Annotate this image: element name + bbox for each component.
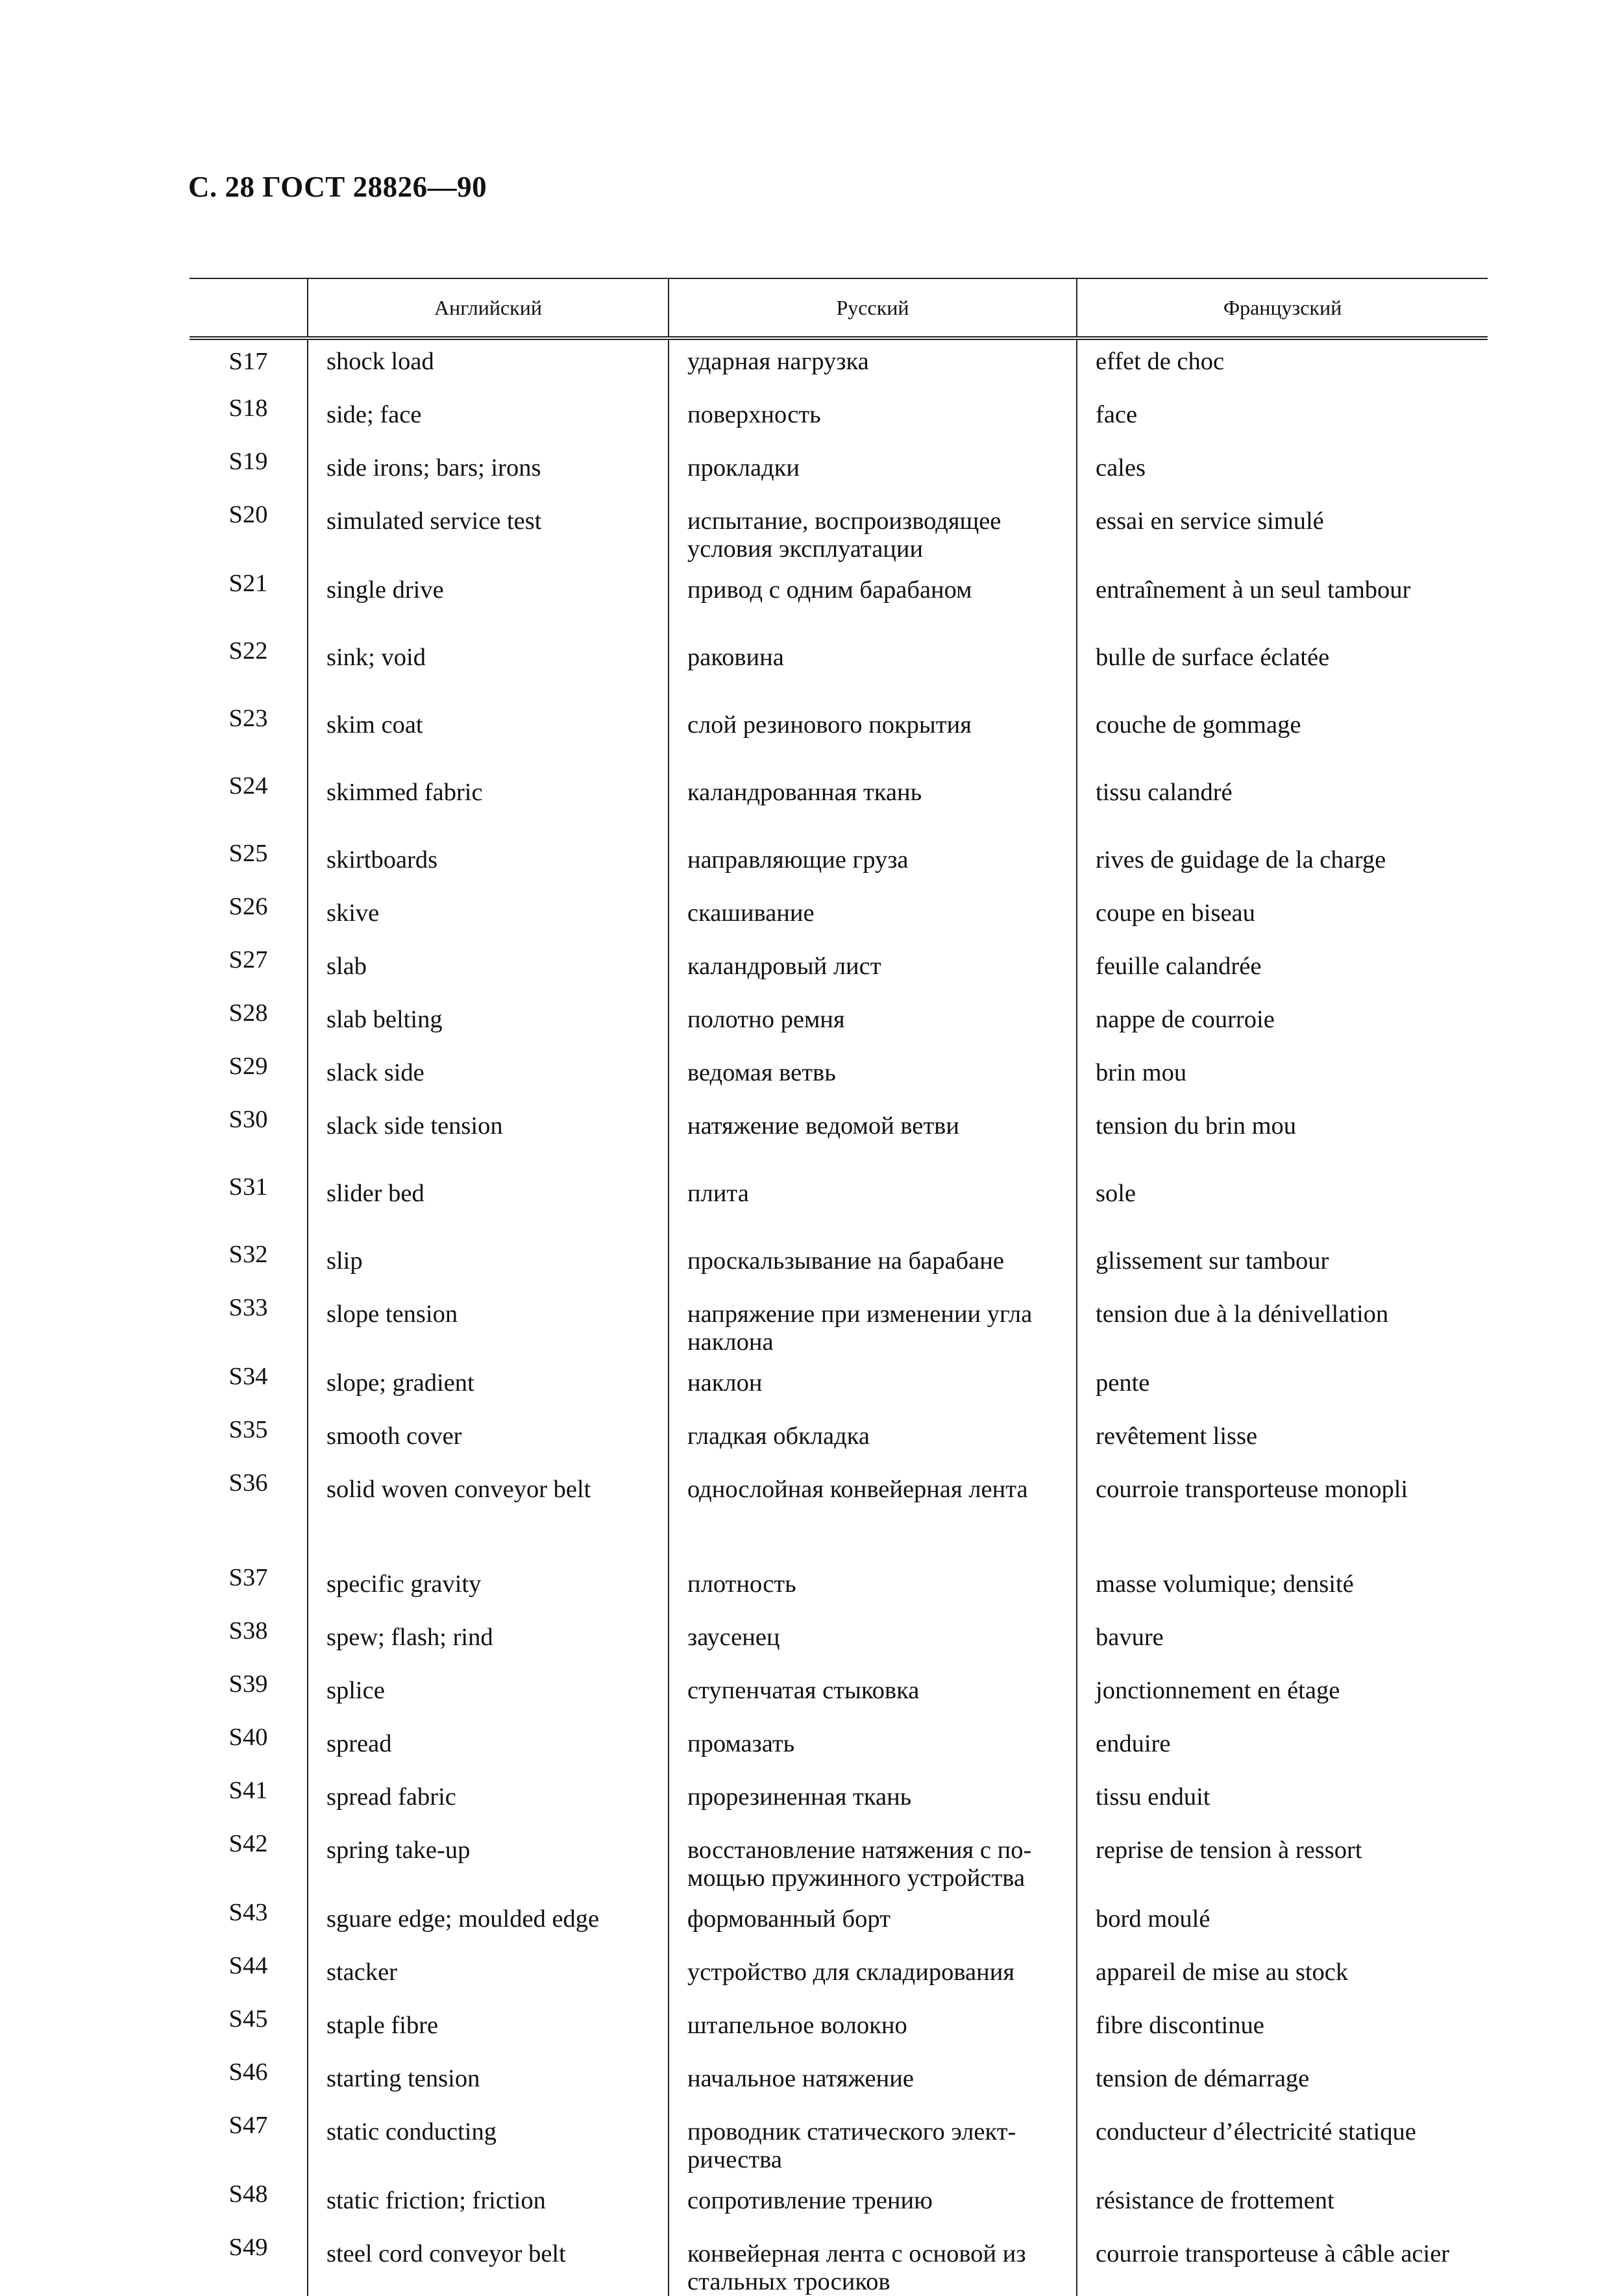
table-row: [190, 501, 1488, 570]
term-russian: восстановление натяжения с по-мощью пружинного устройства: [669, 1830, 1077, 1899]
term-russian: начальное натяжение: [669, 2058, 1077, 2112]
term-russian: заусенец: [669, 1617, 1077, 1670]
term-code: S18: [228, 395, 268, 422]
term-russian: направляющие груза: [669, 840, 1077, 893]
term-french: feuille calandrée: [1077, 946, 1488, 999]
table-row: [190, 1830, 1488, 1899]
term-code: S32: [228, 1241, 268, 1268]
term-english: slip: [308, 1241, 669, 1294]
term-code: S30: [228, 1106, 268, 1133]
term-french: résistance de frottement: [1077, 2180, 1488, 2234]
term-english: single drive: [308, 570, 669, 637]
table-row: [190, 946, 1488, 999]
term-english: slope; gradient: [308, 1363, 669, 1416]
term-russian: ударная нагрузка: [669, 338, 1077, 395]
table-row: [190, 1564, 1488, 1617]
term-russian: испытание, воспроизводящее условия эксплуатации: [669, 501, 1077, 570]
term-english: skive: [308, 893, 669, 946]
term-code: S45: [228, 2005, 268, 2033]
term-code: S42: [228, 1830, 268, 1857]
glossary-table: [190, 278, 1488, 2296]
term-russian: натяжение ведомой ветви: [669, 1106, 1077, 1173]
term-french: glissement sur tambour: [1077, 1241, 1488, 1294]
term-english: stacker: [308, 1952, 669, 2005]
table-row: [190, 1106, 1488, 1173]
term-french: revêtement lisse: [1077, 1416, 1488, 1469]
table-row: [190, 1724, 1488, 1777]
term-russian: прорезиненная ткань: [669, 1777, 1077, 1830]
term-russian: сопротивление трению: [669, 2180, 1077, 2234]
term-code: S26: [228, 893, 268, 920]
term-french: tissu calandré: [1077, 772, 1488, 840]
term-french: sole: [1077, 1173, 1488, 1241]
term-russian: конвейерная лента с основой из стальных тросиков: [669, 2234, 1077, 2296]
term-english: shock load: [308, 338, 669, 395]
table-row: [190, 893, 1488, 946]
term-code: S38: [228, 1617, 268, 1644]
term-english: splice: [308, 1670, 669, 1724]
table-row: [190, 1670, 1488, 1724]
term-code: S36: [228, 1469, 268, 1496]
table-row: [190, 1241, 1488, 1294]
term-code: S40: [228, 1724, 268, 1751]
term-english: specific gravity: [308, 1564, 669, 1617]
term-russian: слой резинового покрытия: [669, 705, 1077, 772]
term-code: S28: [228, 999, 268, 1027]
term-french: entraînement à un seul tambour: [1077, 570, 1488, 637]
term-russian: раковина: [669, 637, 1077, 705]
term-russian: плита: [669, 1173, 1077, 1241]
term-english: slab: [308, 946, 669, 999]
table-row: [190, 570, 1488, 637]
term-code: S43: [228, 1899, 268, 1926]
table-row: [190, 637, 1488, 705]
table-row: [190, 705, 1488, 772]
table-row: [190, 1363, 1488, 1416]
table-row: [190, 338, 1488, 395]
table-row: [190, 1617, 1488, 1670]
table-row: [190, 1952, 1488, 2005]
term-french: jonctionnement en étage: [1077, 1670, 1488, 1724]
term-code: S17: [228, 348, 268, 375]
term-code: S49: [228, 2234, 268, 2261]
term-english: skim coat: [308, 705, 669, 772]
term-french: nappe de courroie: [1077, 999, 1488, 1053]
term-russian: привод с одним барабаном: [669, 570, 1077, 637]
term-english: side irons; bars; irons: [308, 448, 669, 501]
term-russian: каландровый лист: [669, 946, 1077, 999]
term-code: S25: [228, 840, 268, 867]
term-english: skirtboards: [308, 840, 669, 893]
table-row: [190, 1416, 1488, 1469]
term-french: essai en service simulé: [1077, 501, 1488, 570]
term-english: spread fabric: [308, 1777, 669, 1830]
term-english: solid woven conveyor belt: [308, 1469, 669, 1564]
term-english: skimmed fabric: [308, 772, 669, 840]
table-row: [190, 1173, 1488, 1241]
term-french: tension de démarrage: [1077, 2058, 1488, 2112]
term-code: S48: [228, 2180, 268, 2208]
term-french: tension due à la dénivellation: [1077, 1294, 1488, 1363]
term-russian: штапельное волокно: [669, 2005, 1077, 2058]
term-english: slack side tension: [308, 1106, 669, 1173]
term-russian: наклон: [669, 1363, 1077, 1416]
term-russian: проводник статического элект-ричества: [669, 2112, 1077, 2180]
table-row: [190, 772, 1488, 840]
table-row: [190, 1294, 1488, 1363]
term-code: S24: [228, 772, 268, 800]
column-header-english: Английский: [308, 278, 669, 338]
term-french: pente: [1077, 1363, 1488, 1416]
table-header: [190, 278, 1488, 338]
term-russian: устройство для складирования: [669, 1952, 1077, 2005]
term-russian: ведомая ветвь: [669, 1053, 1077, 1106]
term-russian: гладкая обкладка: [669, 1416, 1077, 1469]
term-russian: поверхность: [669, 395, 1077, 448]
term-french: appareil de mise au stock: [1077, 1952, 1488, 2005]
column-header-code: [190, 278, 308, 338]
term-english: slope tension: [308, 1294, 669, 1363]
term-english: spread: [308, 1724, 669, 1777]
table-row: [190, 2180, 1488, 2234]
term-english: slack side: [308, 1053, 669, 1106]
table-row: [190, 1469, 1488, 1564]
table-row: [190, 999, 1488, 1053]
term-russian: напряжение при изменении угла наклона: [669, 1294, 1077, 1363]
term-english: static conducting: [308, 2112, 669, 2180]
term-code: S22: [228, 637, 268, 665]
table-row: [190, 1777, 1488, 1830]
term-french: reprise de tension à ressort: [1077, 1830, 1488, 1899]
term-russian: промазать: [669, 1724, 1077, 1777]
term-russian: каландрованная ткань: [669, 772, 1077, 840]
term-english: side; face: [308, 395, 669, 448]
term-english: staple fibre: [308, 2005, 669, 2058]
table-row: [190, 2058, 1488, 2112]
term-russian: скашивание: [669, 893, 1077, 946]
term-french: brin mou: [1077, 1053, 1488, 1106]
term-english: starting tension: [308, 2058, 669, 2112]
table-row: [190, 395, 1488, 448]
term-french: couche de gommage: [1077, 705, 1488, 772]
term-french: cales: [1077, 448, 1488, 501]
term-english: slider bed: [308, 1173, 669, 1241]
table-row: [190, 840, 1488, 893]
term-code: S39: [228, 1670, 268, 1698]
term-english: sink; void: [308, 637, 669, 705]
term-code: S41: [228, 1777, 268, 1804]
table-row: [190, 448, 1488, 501]
table-row: [190, 2234, 1488, 2296]
term-french: masse volumique; densité: [1077, 1564, 1488, 1617]
table-body: [190, 338, 1488, 2296]
term-french: enduire: [1077, 1724, 1488, 1777]
term-english: spring take-up: [308, 1830, 669, 1899]
column-header-french: Французский: [1077, 278, 1488, 338]
term-code: S33: [228, 1294, 268, 1321]
term-russian: прокладки: [669, 448, 1077, 501]
term-french: bulle de surface éclatée: [1077, 637, 1488, 705]
term-russian: проскальзывание на барабане: [669, 1241, 1077, 1294]
term-french: bavure: [1077, 1617, 1488, 1670]
term-russian: плотность: [669, 1564, 1077, 1617]
glossary-table-wrapper: [190, 278, 1488, 2296]
term-french: tissu enduit: [1077, 1777, 1488, 1830]
term-code: S27: [228, 946, 268, 973]
term-english: smooth cover: [308, 1416, 669, 1469]
term-code: S35: [228, 1416, 268, 1443]
term-code: S21: [228, 570, 268, 597]
term-code: S46: [228, 2058, 268, 2086]
term-russian: формованный борт: [669, 1899, 1077, 1952]
term-code: S29: [228, 1053, 268, 1080]
term-french: courroie transporteuse monopli: [1077, 1469, 1488, 1564]
term-english: slab belting: [308, 999, 669, 1053]
term-russian: однослойная конвейерная лента: [669, 1469, 1077, 1564]
term-code: S44: [228, 1952, 268, 1979]
term-english: simulated service test: [308, 501, 669, 570]
term-code: S34: [228, 1363, 268, 1390]
table-row: [190, 1053, 1488, 1106]
term-code: S37: [228, 1564, 268, 1591]
term-french: conducteur d’électricité statique: [1077, 2112, 1488, 2180]
term-code: S23: [228, 705, 268, 732]
term-french: tension du brin mou: [1077, 1106, 1488, 1173]
term-code: S19: [228, 448, 268, 475]
term-russian: ступенчатая стыковка: [669, 1670, 1077, 1724]
term-french: coupe en biseau: [1077, 893, 1488, 946]
table-row: [190, 2005, 1488, 2058]
page-header: С. 28 ГОСТ 28826—90: [188, 171, 487, 203]
term-code: S47: [228, 2112, 268, 2139]
term-code: S31: [228, 1173, 268, 1201]
term-french: courroie transporteuse à câble acier: [1077, 2234, 1488, 2296]
term-french: fibre discontinue: [1077, 2005, 1488, 2058]
term-russian: полотно ремня: [669, 999, 1077, 1053]
term-french: effet de choc: [1077, 338, 1488, 395]
term-english: spew; flash; rind: [308, 1617, 669, 1670]
term-english: steel cord conveyor belt: [308, 2234, 669, 2296]
table-row: [190, 2112, 1488, 2180]
column-header-russian: Русский: [669, 278, 1077, 338]
table-row: [190, 1899, 1488, 1952]
term-french: face: [1077, 395, 1488, 448]
term-french: rives de guidage de la charge: [1077, 840, 1488, 893]
term-code: S20: [228, 501, 268, 528]
term-english: static friction; friction: [308, 2180, 669, 2234]
term-english: sguare edge; moulded edge: [308, 1899, 669, 1952]
term-french: bord moulé: [1077, 1899, 1488, 1952]
